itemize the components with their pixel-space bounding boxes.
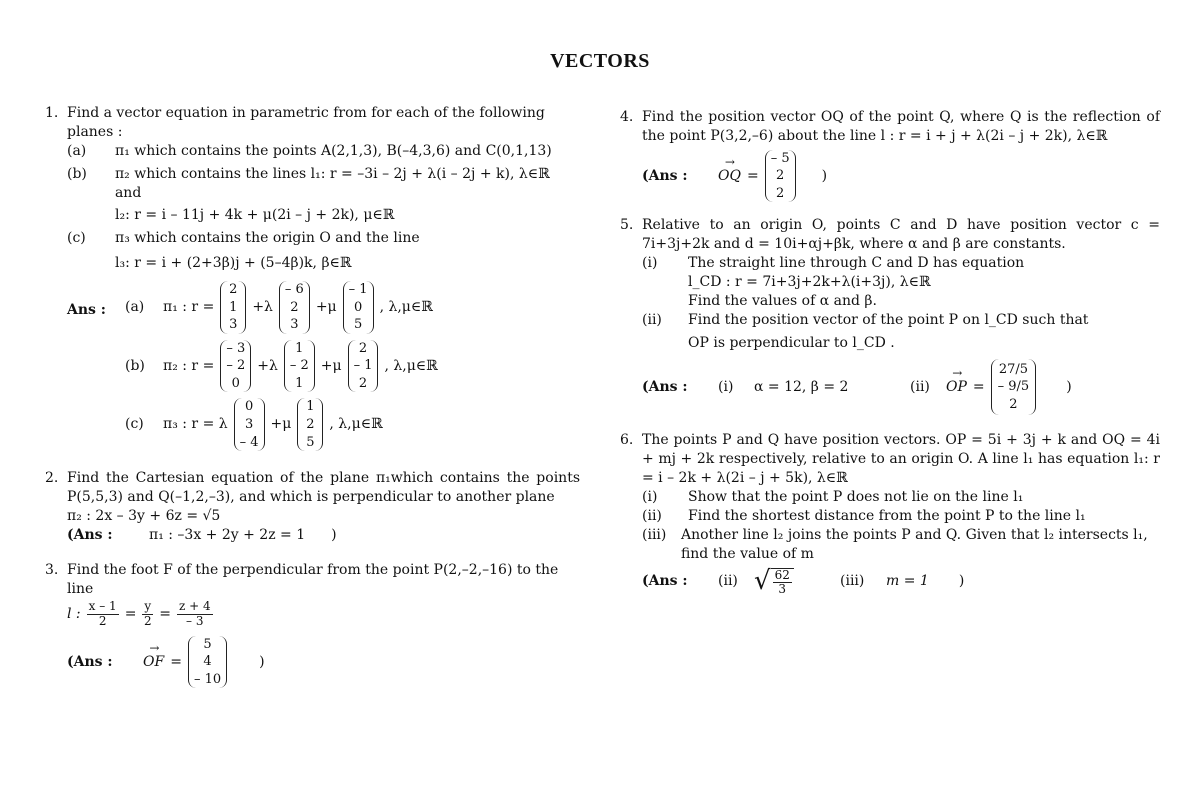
answer-value: α = 12, β = 2 (754, 378, 849, 395)
question-text: Find the position vector OQ of the point Q, where Q is the reflection of the point P(3,2,–6) about the line l : r = i + j + λ(2i – j + 2k), λ∈ℝ (642, 109, 1160, 144)
part-text: l₃: r = i + (2+3β)j + (5–4β)k, β∈ℝ (115, 255, 352, 272)
operator: = (170, 653, 182, 670)
answer-block (642, 565, 1160, 596)
answer-block (642, 150, 1160, 203)
answer-tail: , λ,μ∈ℝ (379, 299, 433, 315)
vector-name: → OP (946, 378, 967, 397)
part-text: OP is perpendicular to l_CD . (688, 334, 895, 351)
operator: = (972, 378, 985, 395)
answer-block (45, 281, 580, 451)
operator: = (746, 167, 759, 184)
part-text: l₂: r = i – 11j + 4k + μ(2i – j + 2k), μ∈ℝ (115, 207, 395, 224)
question-1 (45, 104, 580, 451)
column-vector: – 6 2 3 (279, 281, 310, 334)
answer-label: Ans : (67, 302, 106, 319)
question-text: π₂ : 2x – 3y + 6z = √5 (67, 507, 221, 524)
answer-label: (Ans : (67, 526, 113, 543)
answer-part-label: (ii) (910, 378, 930, 395)
answer-close: ) (331, 526, 337, 543)
answer-part-label: (c) (125, 416, 144, 433)
answer-b (125, 340, 438, 393)
question-5 (620, 216, 1160, 415)
answer-value: m = 1 (886, 573, 929, 590)
answer-part-label: (b) (125, 357, 145, 374)
question-text: Find the Cartesian equation of the plane π₁which contains the points P(5,5,3) and Q(–1,2,–3), and which is perpendicular to another plane (67, 470, 580, 505)
column-vector: 5 4 – 10 (188, 636, 227, 689)
answer-part-label: (ii) (718, 573, 738, 590)
answer-part-label: (i) (718, 378, 734, 395)
column-vector: 2 – 1 2 (348, 340, 379, 393)
line-label: l : (67, 605, 81, 622)
question-text: Find a vector equation in parametric from for each of the following planes : (67, 105, 545, 140)
part-text: l_CD : r = 7i+3j+2k+λ(i+3j), λ∈ℝ (688, 274, 931, 291)
question-number: 2. (45, 470, 59, 487)
answer-close: ) (958, 573, 965, 590)
operator: +λ (252, 299, 273, 315)
question-number: 5. (620, 217, 634, 234)
part-label: (i) (642, 255, 658, 272)
answer-label: (Ans : (642, 573, 688, 590)
answer-a (125, 281, 438, 334)
column-vector: 1 – 2 1 (284, 340, 315, 393)
column-vector: 27/5 – 9/5 2 (991, 359, 1037, 416)
question-number: 4. (620, 109, 634, 125)
column-vector: 0 3 – 4 (234, 398, 265, 451)
answer-block (642, 359, 1160, 416)
question-3 (45, 561, 580, 689)
part-text: Find the shortest distance from the point P to the line l₁ (688, 507, 1086, 524)
operator: +μ (270, 416, 292, 433)
part-text: Find the position vector of the point P on l_CD such that (688, 311, 1089, 328)
answer-c (125, 398, 438, 451)
question-text: Find the foot F of the perpendicular from the point P(2,–2,–16) to the line (67, 561, 559, 597)
answer-tail: , λ,μ∈ℝ (329, 416, 383, 433)
answer-block (67, 636, 580, 689)
left-column (45, 104, 580, 688)
answer-lhs: π₂ : r = (163, 357, 215, 374)
answer-lhs: π₁ : r = (163, 299, 215, 315)
answer-close: ) (259, 653, 265, 670)
answer-lhs: π₃ : r = λ (163, 416, 228, 433)
part-text: π₂ which contains the lines l₁: r = –3i – 2j + λ(i – 2j + k), λ∈ℝ and (114, 165, 550, 201)
part-label: (b) (67, 165, 87, 182)
column-vector: 2 1 3 (220, 281, 246, 334)
part-label: (c) (67, 230, 86, 247)
right-column (620, 108, 1160, 596)
part-text: The straight line through C and D has equation (688, 255, 1025, 272)
answer-label: (Ans : (642, 378, 688, 395)
fraction: $\frac{x - 1}{2}$ (88, 599, 117, 628)
answer-close: ) (821, 167, 828, 184)
question-2 (45, 469, 580, 545)
part-label: (a) (67, 142, 87, 159)
answer-label: (Ans : (642, 167, 688, 184)
answer-tail: , λ,μ∈ℝ (384, 357, 438, 374)
operator: +μ (320, 357, 342, 374)
answer-part-label: (iii) (840, 573, 865, 590)
answer-part-label: (a) (125, 299, 145, 315)
question-text: The points P and Q have position vectors. OP = 5i + 3j + k and OQ = 4i + mj + 2k respectively, relative to an origin O. A line l₁ has equation l₁: r = i – 2k + λ(2i – j + 5k), λ∈ℝ (642, 432, 1160, 487)
part-text: Show that the point P does not lie on the line l₁ (688, 488, 1024, 505)
line-equation: l : $\frac{x - 1}{2}$ = $\frac{y}{2}$ = $\frac{z + 4}{- 3}$ (67, 599, 211, 628)
part-text: Another line l₂ joins the points P and Q. Given that l₂ intersects l₁, find the value of m (680, 526, 1148, 562)
question-number: 1. (45, 105, 59, 121)
fraction: $\frac{y}{2}$ (143, 599, 152, 628)
page-title: VECTORS (550, 50, 650, 72)
vector-name: → OQ (718, 167, 741, 186)
vector-name: → OF (143, 653, 164, 672)
part-text: π₃ which contains the origin O and the line (115, 230, 420, 247)
column-vector: – 1 0 5 (343, 281, 374, 334)
column-vector: 1 2 5 (297, 398, 323, 451)
operator: +λ (257, 357, 278, 374)
question-number: 6. (620, 432, 634, 449)
part-text: Find the values of α and β. (688, 292, 877, 309)
question-4 (620, 108, 1160, 202)
answer-label: (Ans : (67, 653, 113, 670)
column-vector: – 3 – 2 0 (220, 340, 251, 393)
part-label: (iii) (642, 526, 667, 543)
part-text: π₁ which contains the points A(2,1,3), B(–4,3,6) and C(0,1,13) (115, 142, 552, 159)
part-label: (i) (642, 488, 658, 505)
column-vector: – 5 2 2 (765, 150, 796, 203)
part-label: (ii) (642, 507, 662, 524)
question-text: Relative to an origin O, points C and D have position vector c = 7i+3j+2k and d = 10i+αj+βk, where α and β are constants. (642, 217, 1160, 253)
operator: +μ (315, 299, 337, 315)
answer-value: π₁ : –3x + 2y + 2z = 1 (149, 526, 306, 543)
fraction: $\frac{z + 4}{- 3}$ (178, 599, 211, 628)
square-root: √ $\frac{62}{3}$ (754, 568, 834, 596)
part-label: (ii) (642, 311, 662, 328)
question-6 (620, 431, 1160, 596)
answer-close: ) (1066, 378, 1072, 395)
question-number: 3. (45, 561, 59, 578)
